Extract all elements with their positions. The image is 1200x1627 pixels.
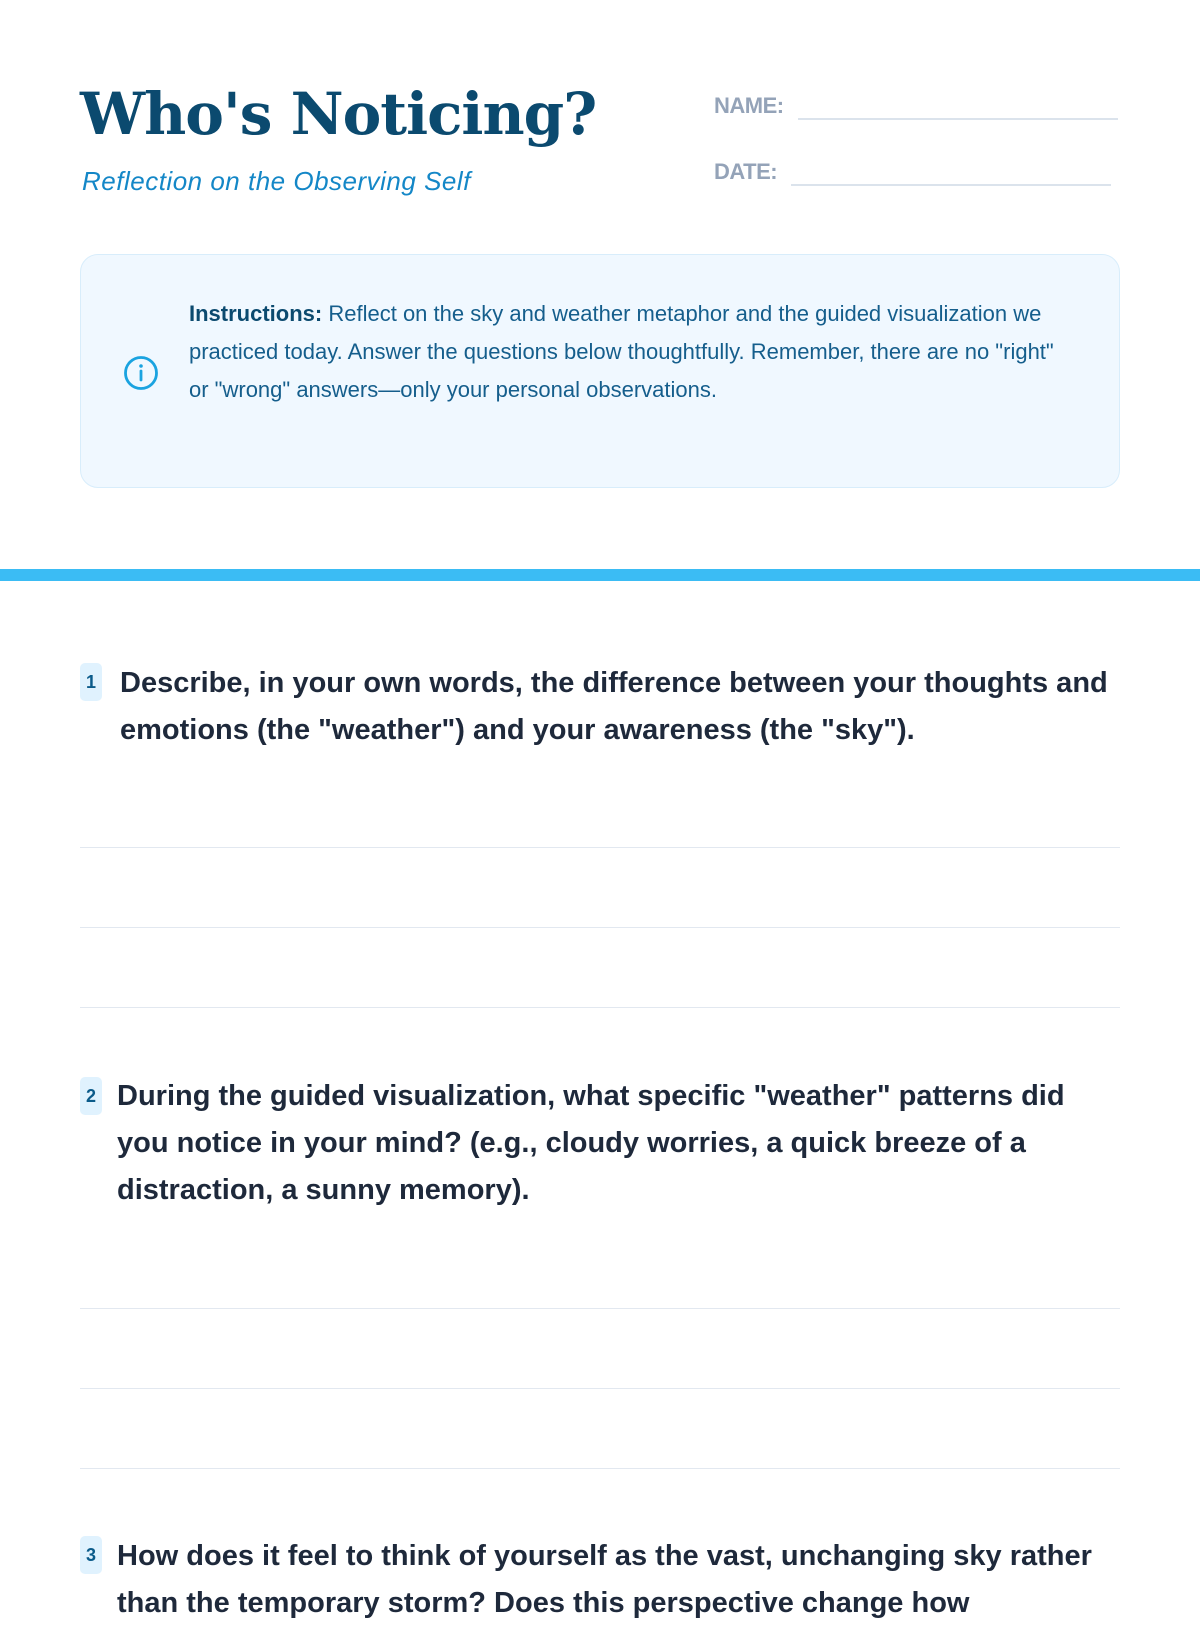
name-input-line[interactable] [798, 92, 1118, 120]
question-text: How does it feel to think of yourself as the vast, unchanging sky rather than the temporary storm? Does this perspective change how [117, 1540, 1092, 1619]
instructions-body: Reflect on the sky and weather metaphor and the guided visualization we practiced today. Answer the questions below thoughtfully. Remember, there are no "right" or "wrong" answers—only your personal observations. [189, 301, 1054, 402]
date-input-line[interactable] [791, 158, 1111, 186]
section-divider [0, 569, 1200, 581]
question-number-badge: 3 [80, 1536, 102, 1574]
question-text: During the guided visualization, what specific "weather" patterns did you notice in your mind? (e.g., cloudy worries, a quick breeze of a distraction, a sunny memory). [117, 1080, 1065, 1206]
question-number-badge: 1 [80, 663, 102, 701]
answer-line[interactable] [80, 1468, 1120, 1469]
worksheet-header [80, 78, 1120, 208]
answer-line[interactable] [80, 1308, 1120, 1309]
instructions-text [189, 295, 1069, 409]
answer-line[interactable] [80, 847, 1120, 848]
instructions-box [80, 254, 1120, 488]
answer-line[interactable] [80, 1388, 1120, 1389]
info-icon [123, 355, 159, 391]
name-label: NAME: [714, 93, 784, 118]
answer-line[interactable] [80, 927, 1120, 928]
name-field [714, 84, 1118, 120]
instructions-label: Instructions: [189, 301, 323, 326]
date-label: DATE: [714, 159, 778, 184]
date-field [714, 150, 1111, 186]
question-number-badge: 2 [80, 1077, 102, 1115]
page-title: Who's Noticing? [80, 80, 597, 148]
page-subtitle: Reflection on the Observing Self [82, 166, 471, 196]
question-text: Describe, in your own words, the difference between your thoughts and emotions (the "weather") and your awareness (the "sky"). [120, 667, 1108, 746]
answer-line[interactable] [80, 1007, 1120, 1008]
